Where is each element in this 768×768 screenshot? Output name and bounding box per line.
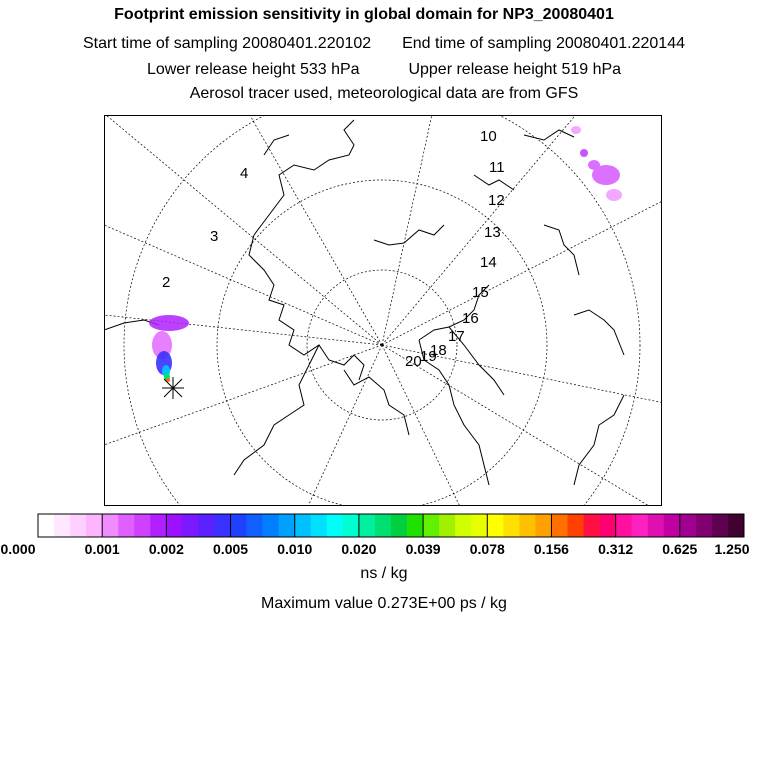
colorbar-cell <box>648 514 664 537</box>
colorbar-cell <box>327 514 343 537</box>
colorbar-cell <box>86 514 102 537</box>
colorbar-cell <box>680 514 696 537</box>
colorbar-cell <box>231 514 247 537</box>
colorbar-cell <box>407 514 423 537</box>
day-label: 12 <box>488 192 505 209</box>
colorbar-cell <box>263 514 279 537</box>
release-heights <box>0 61 768 79</box>
sampling-times <box>0 35 768 53</box>
day-label: 13 <box>484 224 501 241</box>
colorbar-cell <box>343 514 359 537</box>
colorbar-cell <box>423 514 439 537</box>
colorbar-cell <box>38 514 54 537</box>
colorbar-cell <box>551 514 567 537</box>
colorbar-cell <box>439 514 455 537</box>
colorbar-cell <box>712 514 728 537</box>
colorbar-cell <box>664 514 680 537</box>
colorbar-tick-label: 0.001 <box>84 541 120 557</box>
day-label: 16 <box>462 310 479 327</box>
colorbar-cell <box>150 514 166 537</box>
colorbar-cell <box>70 514 86 537</box>
release-marker <box>162 377 184 399</box>
day-label: 14 <box>480 254 497 271</box>
colorbar-cell <box>311 514 327 537</box>
plot-title: Footprint emission sensitivity in global domain for NP3_20080401 <box>114 6 614 23</box>
map-frame <box>105 116 662 506</box>
colorbar-tick-label: 0.156 <box>533 541 569 557</box>
colorbar-cell <box>391 514 407 537</box>
colorbar-cell <box>568 514 584 537</box>
colorbar-cell <box>166 514 182 537</box>
day-label: 3 <box>210 228 219 245</box>
day-label: 19 <box>420 348 437 365</box>
colorbar-tick-label: 0.078 <box>469 541 505 557</box>
colorbar-cell <box>118 514 134 537</box>
colorbar-unit: ns / kg <box>360 565 408 582</box>
colorbar-cell <box>359 514 375 537</box>
day-label: 10 <box>480 128 497 145</box>
colorbar-cell <box>54 514 70 537</box>
colorbar-cell <box>584 514 600 537</box>
colorbar-cell <box>198 514 214 537</box>
colorbar-cell <box>616 514 632 537</box>
colorbar-cell <box>535 514 551 537</box>
day-label: 20 <box>405 353 422 370</box>
colorbar-tick-label: 0.002 <box>148 541 184 557</box>
colorbar-cell <box>182 514 198 537</box>
colorbar-cell <box>215 514 231 537</box>
colorbar-cell <box>503 514 519 537</box>
colorbar-tick-label: 0.005 <box>213 541 249 557</box>
day-label: 2 <box>162 274 171 291</box>
colorbar-cell <box>134 514 150 537</box>
colorbar-cell <box>519 514 535 537</box>
colorbar-cell <box>455 514 471 537</box>
colorbar-cell <box>728 514 744 537</box>
colorbar-cells <box>38 514 744 537</box>
colorbar-cell <box>600 514 616 537</box>
colorbar-tick-label: 1.250 <box>714 541 750 557</box>
colorbar-tick-label: 0.312 <box>598 541 634 557</box>
start-time: Start time of sampling 20080401.220102 <box>83 35 372 52</box>
tracer-info: Aerosol tracer used, meteorological data are from GFS <box>189 85 579 102</box>
colorbar-cell <box>279 514 295 537</box>
day-label: 11 <box>489 159 505 176</box>
colorbar-cell <box>295 514 311 537</box>
end-time: End time of sampling 20080401.220144 <box>402 35 685 52</box>
colorbar-tick-label: 0.000 <box>0 541 36 557</box>
colorbar-cell <box>696 514 712 537</box>
colorbar-cell <box>247 514 263 537</box>
colorbar-cell <box>102 514 118 537</box>
colorbar-tick-label: 0.020 <box>341 541 377 557</box>
colorbar-cell <box>487 514 503 537</box>
day-label: 17 <box>448 328 465 345</box>
maximum-value: Maximum value 0.273E+00 ps / kg <box>261 595 507 612</box>
colorbar-cell <box>375 514 391 537</box>
colorbar-tick-label: 0.625 <box>662 541 698 557</box>
day-label: 4 <box>240 165 249 182</box>
colorbar <box>0 510 768 558</box>
colorbar-cell <box>632 514 648 537</box>
day-label: 15 <box>472 284 489 301</box>
polar-map <box>104 115 662 506</box>
lower-release-height: Lower release height 533 hPa <box>146 61 360 78</box>
colorbar-tick-label: 0.010 <box>277 541 313 557</box>
day-label: 18 <box>430 342 447 359</box>
colorbar-tick-label: 0.039 <box>405 541 441 557</box>
colorbar-cell <box>471 514 487 537</box>
upper-release-height: Upper release height 519 hPa <box>408 61 622 78</box>
